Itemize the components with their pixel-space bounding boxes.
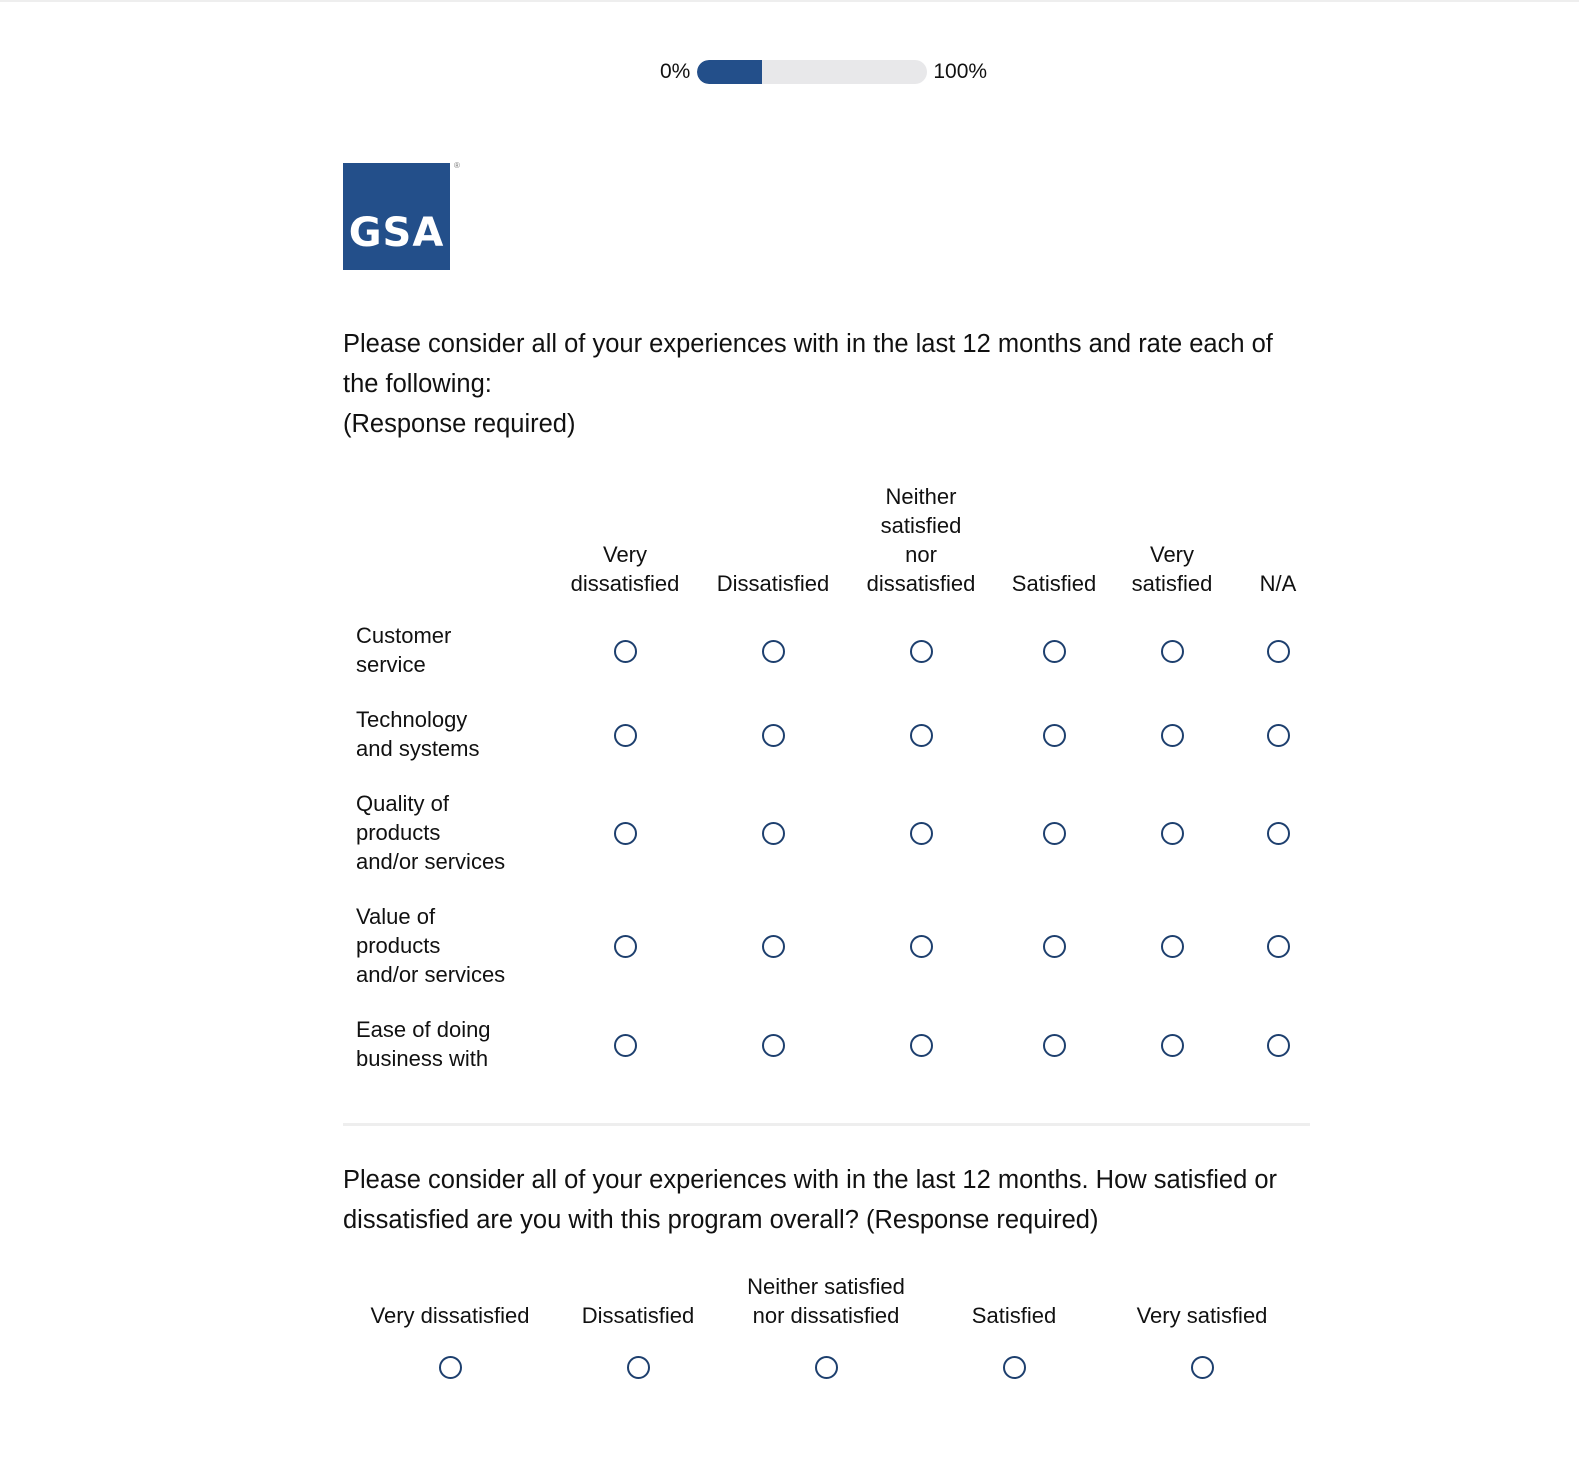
radio-button[interactable] bbox=[1267, 822, 1290, 845]
matrix-cell bbox=[699, 608, 847, 692]
matrix-cell bbox=[1113, 1002, 1231, 1086]
matrix-cell bbox=[699, 1002, 847, 1086]
matrix-cell bbox=[995, 1002, 1113, 1086]
scale-option[interactable] bbox=[920, 1272, 1108, 1379]
matrix-row-label: Ease of doing business with bbox=[356, 1017, 491, 1071]
radio-button[interactable] bbox=[1003, 1356, 1026, 1379]
matrix-cell bbox=[1231, 1002, 1325, 1086]
question-1-prompt bbox=[343, 324, 1313, 444]
question-2-text: Please consider all of your experiences with in the last 12 months. How satisfied or dissatisfied are you with this program overall? (Response required) bbox=[343, 1166, 1278, 1234]
radio-button[interactable] bbox=[627, 1356, 650, 1379]
matrix-column-header: Very satisfied bbox=[1131, 542, 1213, 596]
matrix-cell bbox=[1113, 889, 1231, 1002]
question-2-prompt bbox=[343, 1160, 1313, 1240]
matrix-row bbox=[343, 776, 1325, 889]
radio-button[interactable] bbox=[1043, 640, 1066, 663]
radio-button[interactable] bbox=[910, 640, 933, 663]
matrix-cell bbox=[847, 608, 995, 692]
radio-button[interactable] bbox=[1161, 822, 1184, 845]
progress-bar-track bbox=[697, 60, 927, 84]
matrix-cell bbox=[847, 889, 995, 1002]
radio-button[interactable] bbox=[762, 724, 785, 747]
scale-option[interactable] bbox=[544, 1272, 732, 1379]
scale-option-label: Dissatisfied bbox=[581, 1303, 695, 1328]
matrix-cell bbox=[1231, 776, 1325, 889]
matrix-cell bbox=[995, 776, 1113, 889]
radio-button[interactable] bbox=[1161, 640, 1184, 663]
radio-button[interactable] bbox=[614, 1034, 637, 1057]
matrix-cell bbox=[1231, 889, 1325, 1002]
radio-button[interactable] bbox=[762, 1034, 785, 1057]
radio-button[interactable] bbox=[910, 935, 933, 958]
radio-button[interactable] bbox=[1043, 935, 1066, 958]
section-divider bbox=[343, 1123, 1310, 1126]
matrix-row-label: Value of products and/or services bbox=[356, 904, 506, 987]
matrix-row-label: Quality of products and/or services bbox=[356, 791, 506, 874]
matrix-row-label: Technology and systems bbox=[356, 707, 480, 761]
overall-satisfaction-scale bbox=[356, 1272, 1296, 1379]
progress-indicator bbox=[660, 59, 987, 85]
question-1-text: Please consider all of your experiences with in the last 12 months and rate each of the following: bbox=[343, 330, 1273, 398]
radio-button[interactable] bbox=[910, 1034, 933, 1057]
progress-end-label: 100% bbox=[933, 60, 988, 83]
matrix-cell bbox=[995, 889, 1113, 1002]
radio-button[interactable] bbox=[1267, 724, 1290, 747]
matrix-cell bbox=[699, 776, 847, 889]
radio-button[interactable] bbox=[614, 935, 637, 958]
radio-button[interactable] bbox=[815, 1356, 838, 1379]
radio-button[interactable] bbox=[1161, 1034, 1184, 1057]
radio-button[interactable] bbox=[1267, 640, 1290, 663]
matrix-row bbox=[343, 608, 1325, 692]
scale-option[interactable] bbox=[1108, 1272, 1296, 1379]
matrix-cell bbox=[1231, 692, 1325, 776]
matrix-column-header: Very dissatisfied bbox=[570, 542, 680, 596]
matrix-column-header: N/A bbox=[1259, 571, 1297, 596]
radio-button[interactable] bbox=[1161, 935, 1184, 958]
matrix-row bbox=[343, 889, 1325, 1002]
scale-option-label: Satisfied bbox=[971, 1303, 1057, 1328]
logo-text: GSA bbox=[348, 210, 445, 256]
matrix-cell bbox=[551, 889, 699, 1002]
radio-button[interactable] bbox=[1043, 724, 1066, 747]
matrix-cell bbox=[699, 692, 847, 776]
progress-bar-fill bbox=[697, 60, 761, 84]
matrix-cell bbox=[847, 1002, 995, 1086]
registered-mark-icon: ® bbox=[454, 161, 460, 170]
matrix-cell bbox=[847, 776, 995, 889]
matrix-cell bbox=[699, 889, 847, 1002]
matrix-cell bbox=[551, 692, 699, 776]
matrix-row-label: Customer service bbox=[356, 623, 452, 677]
matrix-corner bbox=[343, 482, 551, 608]
radio-button[interactable] bbox=[762, 935, 785, 958]
matrix-cell bbox=[1113, 776, 1231, 889]
radio-button[interactable] bbox=[614, 822, 637, 845]
radio-button[interactable] bbox=[1191, 1356, 1214, 1379]
rating-matrix bbox=[343, 482, 1325, 1086]
matrix-header-row bbox=[343, 482, 1325, 608]
scale-option-label: Neither satisfied nor dissatisfied bbox=[747, 1274, 905, 1328]
progress-start-label: 0% bbox=[660, 60, 691, 83]
radio-button[interactable] bbox=[910, 822, 933, 845]
radio-button[interactable] bbox=[1043, 1034, 1066, 1057]
question-1-required-note: (Response required) bbox=[343, 410, 576, 438]
radio-button[interactable] bbox=[762, 640, 785, 663]
matrix-cell bbox=[551, 776, 699, 889]
matrix-column-header: Neither satisfied nor dissatisfied bbox=[866, 484, 976, 596]
gsa-logo bbox=[343, 163, 450, 270]
radio-button[interactable] bbox=[1267, 1034, 1290, 1057]
radio-button[interactable] bbox=[614, 640, 637, 663]
scale-option[interactable] bbox=[732, 1272, 920, 1379]
scale-option-label: Very dissatisfied bbox=[370, 1303, 530, 1328]
radio-button[interactable] bbox=[614, 724, 637, 747]
radio-button[interactable] bbox=[910, 724, 933, 747]
matrix-row bbox=[343, 692, 1325, 776]
matrix-cell bbox=[1113, 608, 1231, 692]
radio-button[interactable] bbox=[1267, 935, 1290, 958]
radio-button[interactable] bbox=[1161, 724, 1184, 747]
scale-option-label: Very satisfied bbox=[1136, 1303, 1268, 1328]
matrix-row bbox=[343, 1002, 1325, 1086]
matrix-cell bbox=[551, 1002, 699, 1086]
radio-button[interactable] bbox=[439, 1356, 462, 1379]
matrix-cell bbox=[1113, 692, 1231, 776]
radio-button[interactable] bbox=[1043, 822, 1066, 845]
matrix-column-header: Satisfied bbox=[1011, 571, 1097, 596]
matrix-column-header: Dissatisfied bbox=[716, 571, 830, 596]
matrix-cell bbox=[1231, 608, 1325, 692]
matrix-cell bbox=[995, 608, 1113, 692]
matrix-cell bbox=[847, 692, 995, 776]
scale-option[interactable] bbox=[356, 1272, 544, 1379]
matrix-cell bbox=[995, 692, 1113, 776]
matrix-cell bbox=[551, 608, 699, 692]
radio-button[interactable] bbox=[762, 822, 785, 845]
